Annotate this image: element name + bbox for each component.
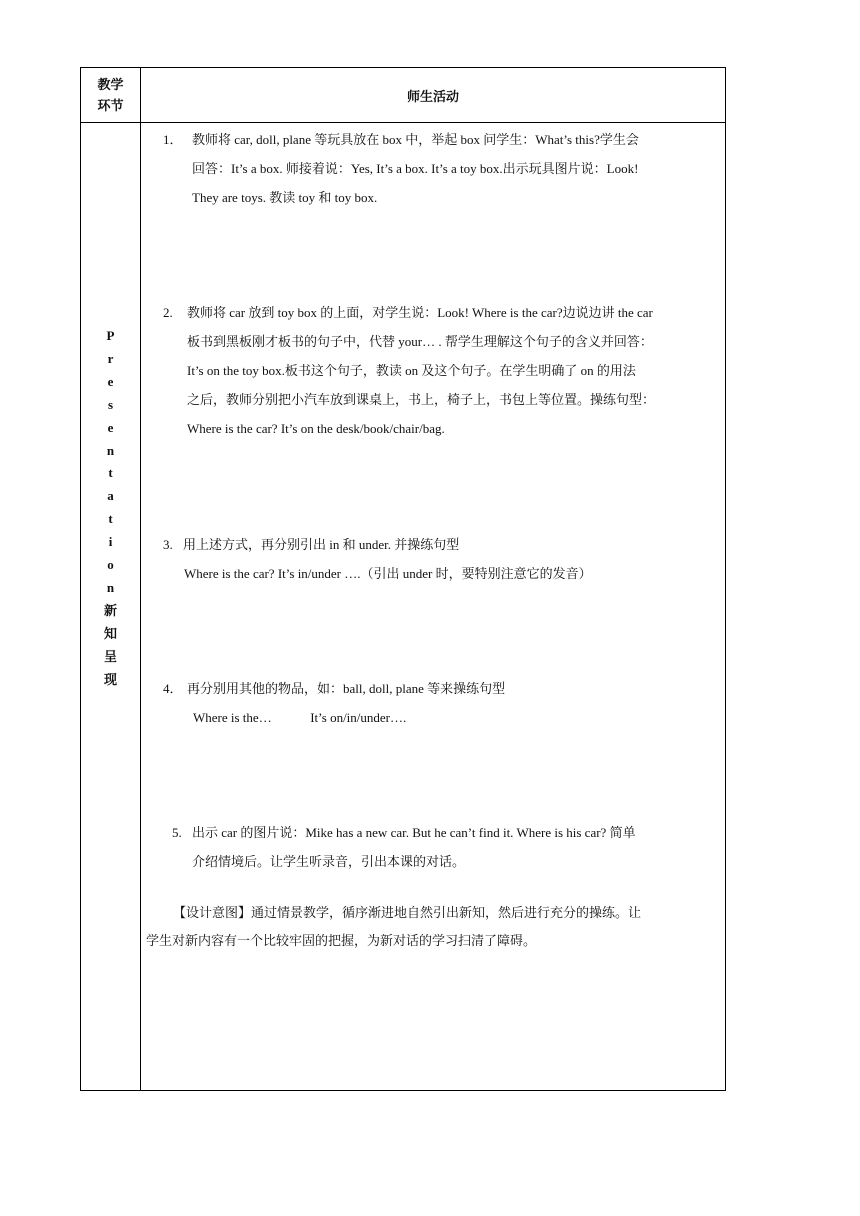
stage-char: P: [106, 328, 115, 343]
stage-char: t: [108, 511, 113, 527]
header-stage-line2: 环节: [97, 98, 124, 113]
stage-char: s: [107, 396, 114, 412]
activity-item-5-line1: [172, 818, 720, 847]
item-text: They are toys. 教读 toy 和 toy box.: [192, 190, 378, 205]
activity-item-3: [163, 530, 719, 588]
item-text: 板书到黑板刚才板书的句子中，代替 your… . 帮学生理解这个句子的含义并回答：: [187, 334, 653, 349]
activity-item-2-line1: [163, 298, 719, 327]
stage-name-vertical: [81, 325, 140, 692]
item-text: Where is the car? It’s in/under ….（引出 under 时，要特别注意它的发音）: [184, 566, 592, 581]
item-text: It’s on/in/under….: [310, 710, 407, 725]
activity-item-5: [172, 818, 720, 876]
header-activity-label: 师生活动: [406, 88, 459, 104]
stage-char: 呈: [103, 648, 117, 664]
column-divider: [140, 67, 141, 1091]
stage-char: a: [107, 488, 114, 504]
design-intent-line1: 【设计意图】通过情景教学，循序渐进地自然引出新知，然后进行充分的操练。让: [173, 905, 642, 920]
activity-item-1-line1: [163, 125, 719, 154]
item-text: Where is the car? It’s on the desk/book/chair/bag.: [187, 421, 445, 436]
header-stage-cell: [81, 68, 140, 122]
item-number: 2.: [163, 305, 173, 320]
design-intent-line2: 学生对新内容有一个比较牢固的把握，为新对话的学习扫清了障碍。: [146, 933, 537, 948]
stage-char: e: [107, 419, 114, 435]
stage-char: e: [107, 373, 114, 389]
item-text: 之后，教师分别把小汽车放到课桌上，书上，椅子上，书包上等位置。操练句型：: [187, 392, 656, 407]
activity-item-3-line1: [163, 530, 719, 559]
activity-item-4: [163, 674, 719, 732]
activity-item-1: [163, 125, 719, 212]
stage-char: o: [107, 557, 114, 573]
header-stage-line1: 教学: [97, 77, 124, 92]
item-text: 回答：It’s a box. 师接着说：Yes, It’s a box. It’s a toy box.出示玩具图片说：Look!: [192, 161, 639, 176]
activity-item-4-line1: [163, 674, 719, 703]
item-text: 教师将 car, doll, plane 等玩具放在 box 中，举起 box 问学生：What’s this?学生会: [192, 132, 639, 147]
item-text: Where is the…: [193, 710, 272, 725]
item-number: 3.: [163, 537, 173, 552]
item-text: 介绍情境后。让学生听录音，引出本课的对话。: [192, 854, 466, 869]
stage-char: 新: [103, 602, 117, 618]
table-border-bottom: [80, 1090, 726, 1091]
stage-char: 知: [103, 625, 117, 641]
design-intent: [146, 899, 720, 955]
item-text: 用上述方式，再分别引出 in 和 under. 并操练句型: [183, 537, 460, 552]
header-divider: [80, 122, 726, 123]
activity-item-2: [163, 298, 719, 443]
stage-char: i: [108, 534, 113, 550]
table-border-right: [725, 67, 726, 1091]
stage-char: n: [106, 442, 115, 458]
stage-char: r: [107, 350, 114, 366]
item-number: 5.: [172, 825, 182, 840]
activity-item-4-line2: [163, 703, 719, 732]
stage-char: t: [108, 465, 113, 481]
item-number: 1．: [163, 132, 183, 147]
item-text: 出示 car 的图片说：Mike has a new car. But he can’t find it. Where is his car? 简单: [192, 825, 636, 840]
stage-char: 现: [103, 671, 117, 687]
stage-char: n: [106, 579, 115, 595]
item-text: 再分别用其他的物品，如：ball, doll, plane 等来操练句型: [187, 681, 506, 696]
header-activity-cell: [141, 68, 725, 122]
item-text: 教师将 car 放到 toy box 的上面，对学生说：Look! Where is the car?边说边讲 the car: [187, 305, 653, 320]
item-number: 4．: [163, 681, 183, 696]
item-text: It’s on the toy box.板书这个句子，教读 on 及这个句子。在学生明确了 on 的用法: [187, 363, 636, 378]
